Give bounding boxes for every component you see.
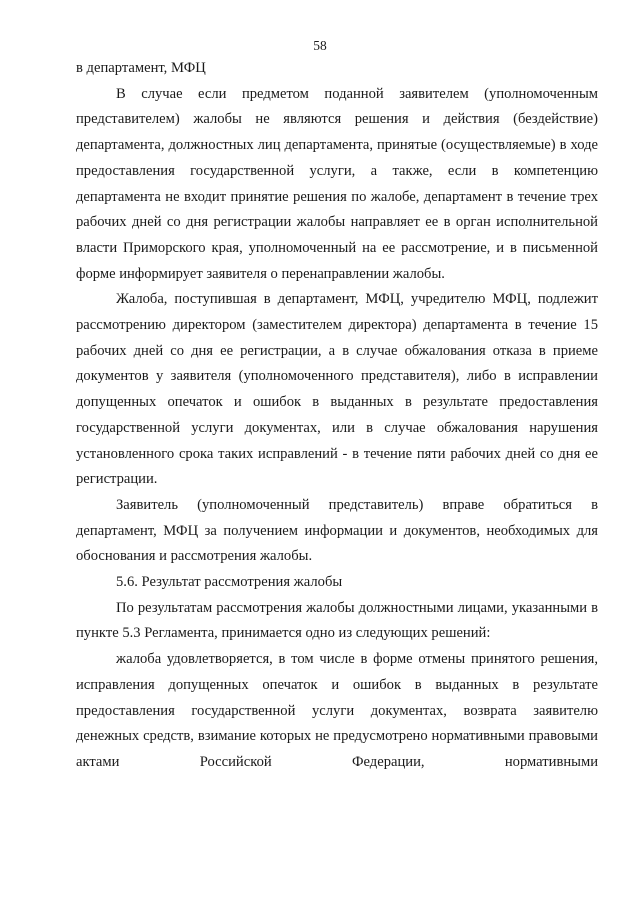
document-body <box>76 56 598 776</box>
paragraph-review-period: Жалоба, поступившая в департамент, МФЦ, учредителю МФЦ, подлежит рассмотрению директором (заместителем директора) департамента в течение 15 рабочих дней со дня ее регистрации, а в случае обжалования отказа в приеме документов у заявителя (уполномоченного представителя), либо в исправлении допущенных опечаток и ошибок в выданных в результате предоставления государственной услуги документах, или в случае обжалования нарушения установленного срока таких исправлений - в течение пяти рабочих дней со дня ее регистрации. <box>76 291 598 488</box>
paragraph-redirect-complaint: В случае если предметом поданной заявителем (уполномоченным представителем) жалобы не являются решения и действия (бездействие) департамента, должностных лиц департамента, принятые (осуществляемые) в ходе предоставления государственной услуги, а также, если в компетенцию департамента не входит принятие решения по жалобе, департамент в течение трех рабочих дней со дня регистрации жалобы направляет ее в орган исполнительной власти Приморского края, уполномоченный на ее рассмотрение, и в письменной форме информирует заявителя о перенаправлении жалобы. <box>76 85 598 282</box>
paragraph-decisions-intro: По результатам рассмотрения жалобы должностными лицами, указанными в пункте 5.3 Регламента, принимается одно из следующих решений: <box>76 599 598 642</box>
paragraph-applicant-rights: Заявитель (уполномоченный представитель) вправе обратиться в департамент, МФЦ за получением информации и документов, необходимых для обоснования и рассмотрения жалобы. <box>76 496 598 565</box>
page-number: 58 <box>313 38 327 53</box>
section-heading: 5.6. Результат рассмотрения жалобы <box>116 574 343 591</box>
paragraph-continuation: в департамент, МФЦ <box>76 60 206 76</box>
paragraph-complaint-satisfied: жалоба удовлетворяется, в том числе в форме отмены принятого решения, исправления допущенных опечаток и ошибок в выданных в результате предоставления государственной услуги документах, возврата заявителю денежных средств, взимание которых не предусмотрено нормативными правовыми актами Российской Федерации, нормативными <box>76 651 598 770</box>
